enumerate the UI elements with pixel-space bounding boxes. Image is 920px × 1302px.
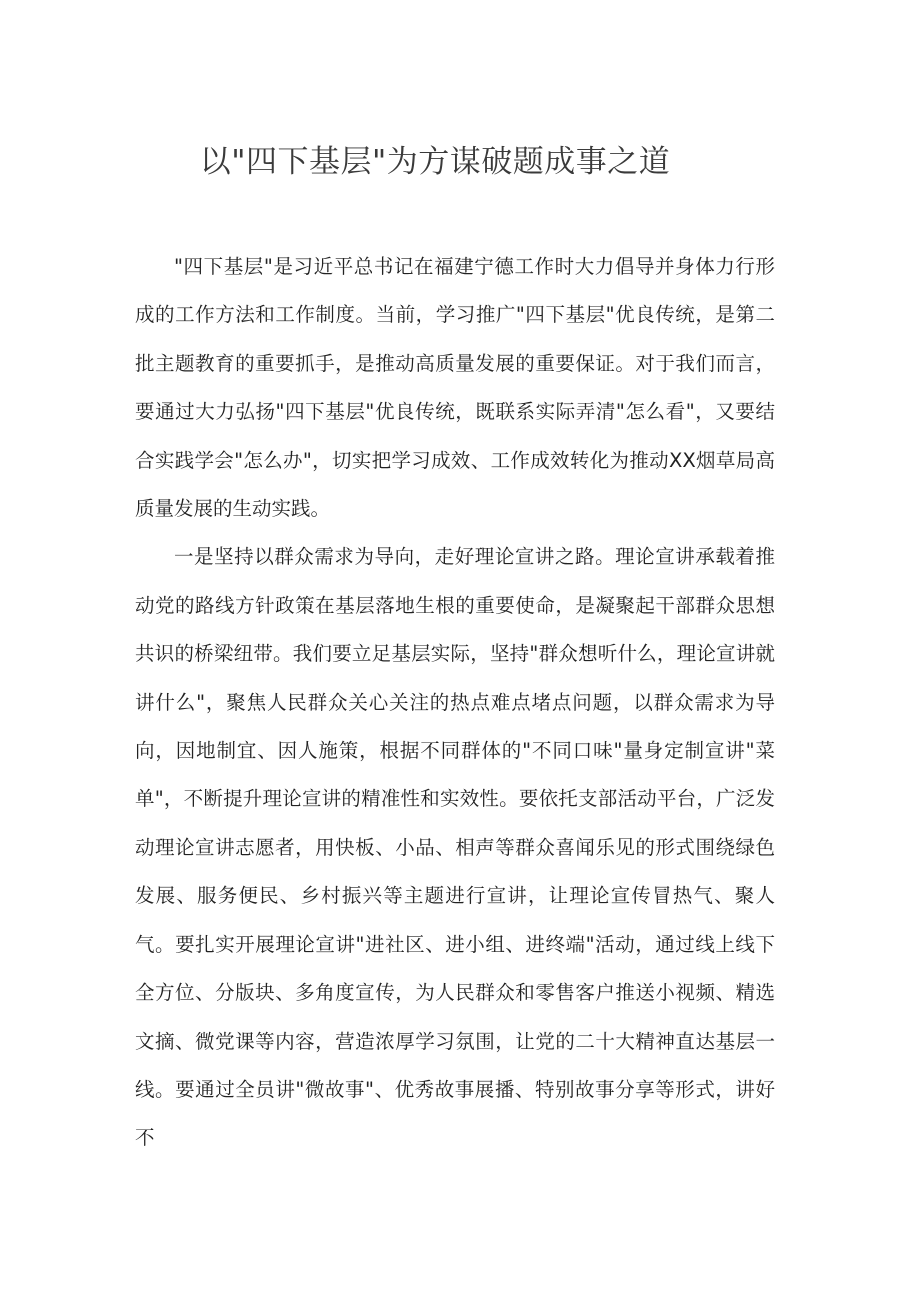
- paragraph-intro: "四下基层"是习近平总书记在福建宁德工作时大力倡导并身体力行形成的工作方法和工作制度。当前，学习推广"四下基层"优良传统，是第二批主题教育的重要抓手，是推动高质量发展的重要保证。对于我们而言，要通过大力弘扬"四下基层"优良传统，既联系实际弄清"怎么看"，又要结合实践学会"怎么办"，切实把学习成效、工作成效转化为推动XX烟草局高质量发展的生动实践。: [135, 255, 775, 521]
- document-title: 以"四下基层"为方谋破题成事之道: [199, 144, 671, 180]
- document-body: [135, 243, 775, 1163]
- paragraph-point-one: 一是坚持以群众需求为导向，走好理论宣讲之路。理论宣讲承载着推动党的路线方针政策在基层落地生根的重要使命，是凝聚起干部群众思想共识的桥梁纽带。我们要立足基层实际，坚持"群众想听什么，理论宣讲就讲什么"，聚焦人民群众关心关注的热点难点堵点问题，以群众需求为导向，因地制宜、因人施策，根据不同群体的"不同口味"量身定制宣讲"菜单"，不断提升理论宣讲的精准性和实效性。要依托支部活动平台，广泛发动理论宣讲志愿者，用快板、小品、相声等群众喜闻乐见的形式围绕绿色发展、服务便民、乡村振兴等主题进行宣讲，让理论宣传冒热气、聚人气。要扎实开展理论宣讲"进社区、进小组、进终端"活动，通过线上线下全方位、分版块、多角度宣传，为人民群众和零售客户推送小视频、精选文摘、微党课等内容，营造浓厚学习氛围，让党的二十大精神直达基层一线。要通过全员讲"微故事"、优秀故事展播、特别故事分享等形式，讲好不: [135, 545, 775, 1150]
